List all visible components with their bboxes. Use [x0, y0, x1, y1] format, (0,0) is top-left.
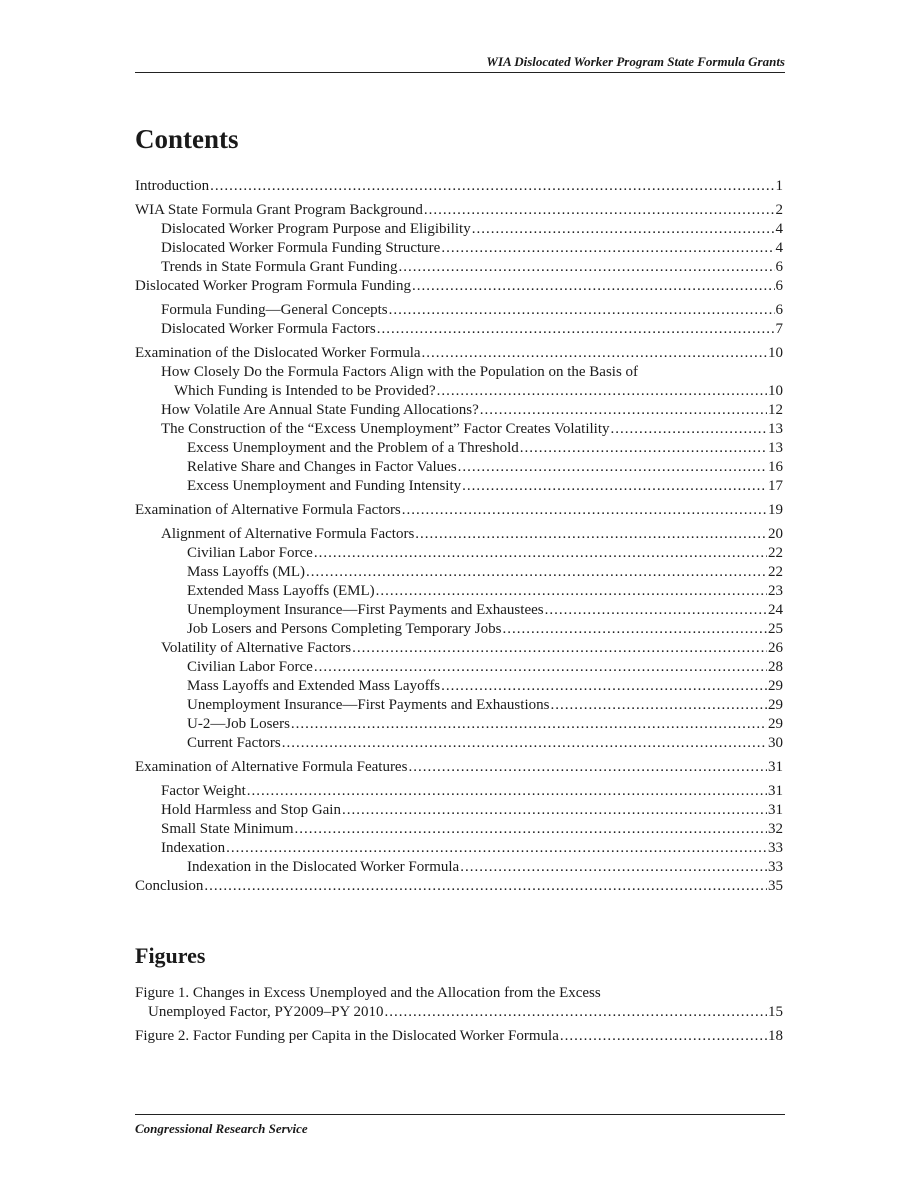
page-footer — [135, 1114, 785, 1137]
toc-entry[interactable]: WIA State Formula Grant Program Background ..... 2 — [135, 201, 783, 220]
toc-entry[interactable]: Examination of Alternative Formula Features ..... 31 — [135, 758, 783, 777]
toc-entry[interactable]: Civilian Labor Force ..... 28 — [135, 658, 783, 677]
running-title: WIA Dislocated Worker Program State Formula Grants — [486, 54, 785, 69]
toc-entry[interactable]: Dislocated Worker Program Purpose and Eligibility ..... 4 — [135, 220, 783, 239]
toc-entry[interactable]: The Construction of the “Excess Unemployment” Factor Creates Volatility ..... 13 — [135, 420, 783, 439]
toc-entry[interactable]: Unemployment Insurance—First Payments and Exhaustions ..... 29 — [135, 696, 783, 715]
toc-entry[interactable]: Formula Funding—General Concepts ..... 6 — [135, 301, 783, 320]
footer-text: Congressional Research Service — [135, 1121, 308, 1136]
toc-entry[interactable]: Alignment of Alternative Formula Factors ..... 20 — [135, 525, 783, 544]
figures-list — [135, 984, 783, 1046]
toc-entry[interactable]: Small State Minimum ..... 32 — [135, 820, 783, 839]
toc-entry[interactable]: Dislocated Worker Formula Factors ..... 7 — [135, 320, 783, 339]
figures-heading: Figures — [135, 943, 206, 968]
toc-entry[interactable]: How Volatile Are Annual State Funding Allocations? ..... 12 — [135, 401, 783, 420]
figure-entry[interactable]: Figure 2. Factor Funding per Capita in the Dislocated Worker Formula ..... 18 — [135, 1027, 783, 1046]
toc-entry[interactable]: Civilian Labor Force ..... 22 — [135, 544, 783, 563]
figure-entry[interactable]: Figure 1. Changes in Excess Unemployed and the Allocation from the Excess Unemployed Factor, PY2009–PY 2010 ..... 15 — [135, 984, 783, 1022]
toc-entry[interactable]: Volatility of Alternative Factors ..... 26 — [135, 639, 783, 658]
toc-entry[interactable]: Unemployment Insurance—First Payments and Exhaustees ..... 24 — [135, 601, 783, 620]
toc-entry[interactable]: How Closely Do the Formula Factors Align with the Population on the Basis of Which Funding is Intended to be Provided? ..... 10 — [135, 363, 783, 401]
toc-entry[interactable]: Relative Share and Changes in Factor Values ..... 16 — [135, 458, 783, 477]
contents-list — [135, 177, 783, 896]
running-header — [135, 54, 785, 73]
toc-entry[interactable]: Current Factors ..... 30 — [135, 734, 783, 753]
toc-entry[interactable]: Indexation ..... 33 — [135, 839, 783, 858]
toc-entry[interactable]: Trends in State Formula Grant Funding ..... 6 — [135, 258, 783, 277]
toc-entry[interactable]: Conclusion ..... 35 — [135, 877, 783, 896]
toc-entry[interactable]: Indexation in the Dislocated Worker Formula ..... 33 — [135, 858, 783, 877]
toc-entry[interactable]: Dislocated Worker Program Formula Funding ..... 6 — [135, 277, 783, 296]
toc-entry[interactable]: Mass Layoffs and Extended Mass Layoffs ..... 29 — [135, 677, 783, 696]
toc-entry[interactable]: Job Losers and Persons Completing Temporary Jobs ..... 25 — [135, 620, 783, 639]
toc-entry[interactable]: Excess Unemployment and the Problem of a Threshold ..... 13 — [135, 439, 783, 458]
contents-heading: Contents — [135, 124, 239, 154]
toc-entry[interactable]: Factor Weight ..... 31 — [135, 782, 783, 801]
toc-entry[interactable]: Mass Layoffs (ML) ..... 22 — [135, 563, 783, 582]
toc-entry[interactable]: U-2—Job Losers ..... 29 — [135, 715, 783, 734]
toc-entry[interactable]: Extended Mass Layoffs (EML) ..... 23 — [135, 582, 783, 601]
toc-entry[interactable]: Examination of Alternative Formula Factors ..... 19 — [135, 501, 783, 520]
toc-entry[interactable]: Examination of the Dislocated Worker Formula ..... 10 — [135, 344, 783, 363]
toc-entry[interactable]: Dislocated Worker Formula Funding Structure ..... 4 — [135, 239, 783, 258]
toc-entry[interactable]: Hold Harmless and Stop Gain ..... 31 — [135, 801, 783, 820]
toc-entry[interactable]: Introduction ..... 1 — [135, 177, 783, 196]
toc-entry[interactable]: Excess Unemployment and Funding Intensity ..... 17 — [135, 477, 783, 496]
